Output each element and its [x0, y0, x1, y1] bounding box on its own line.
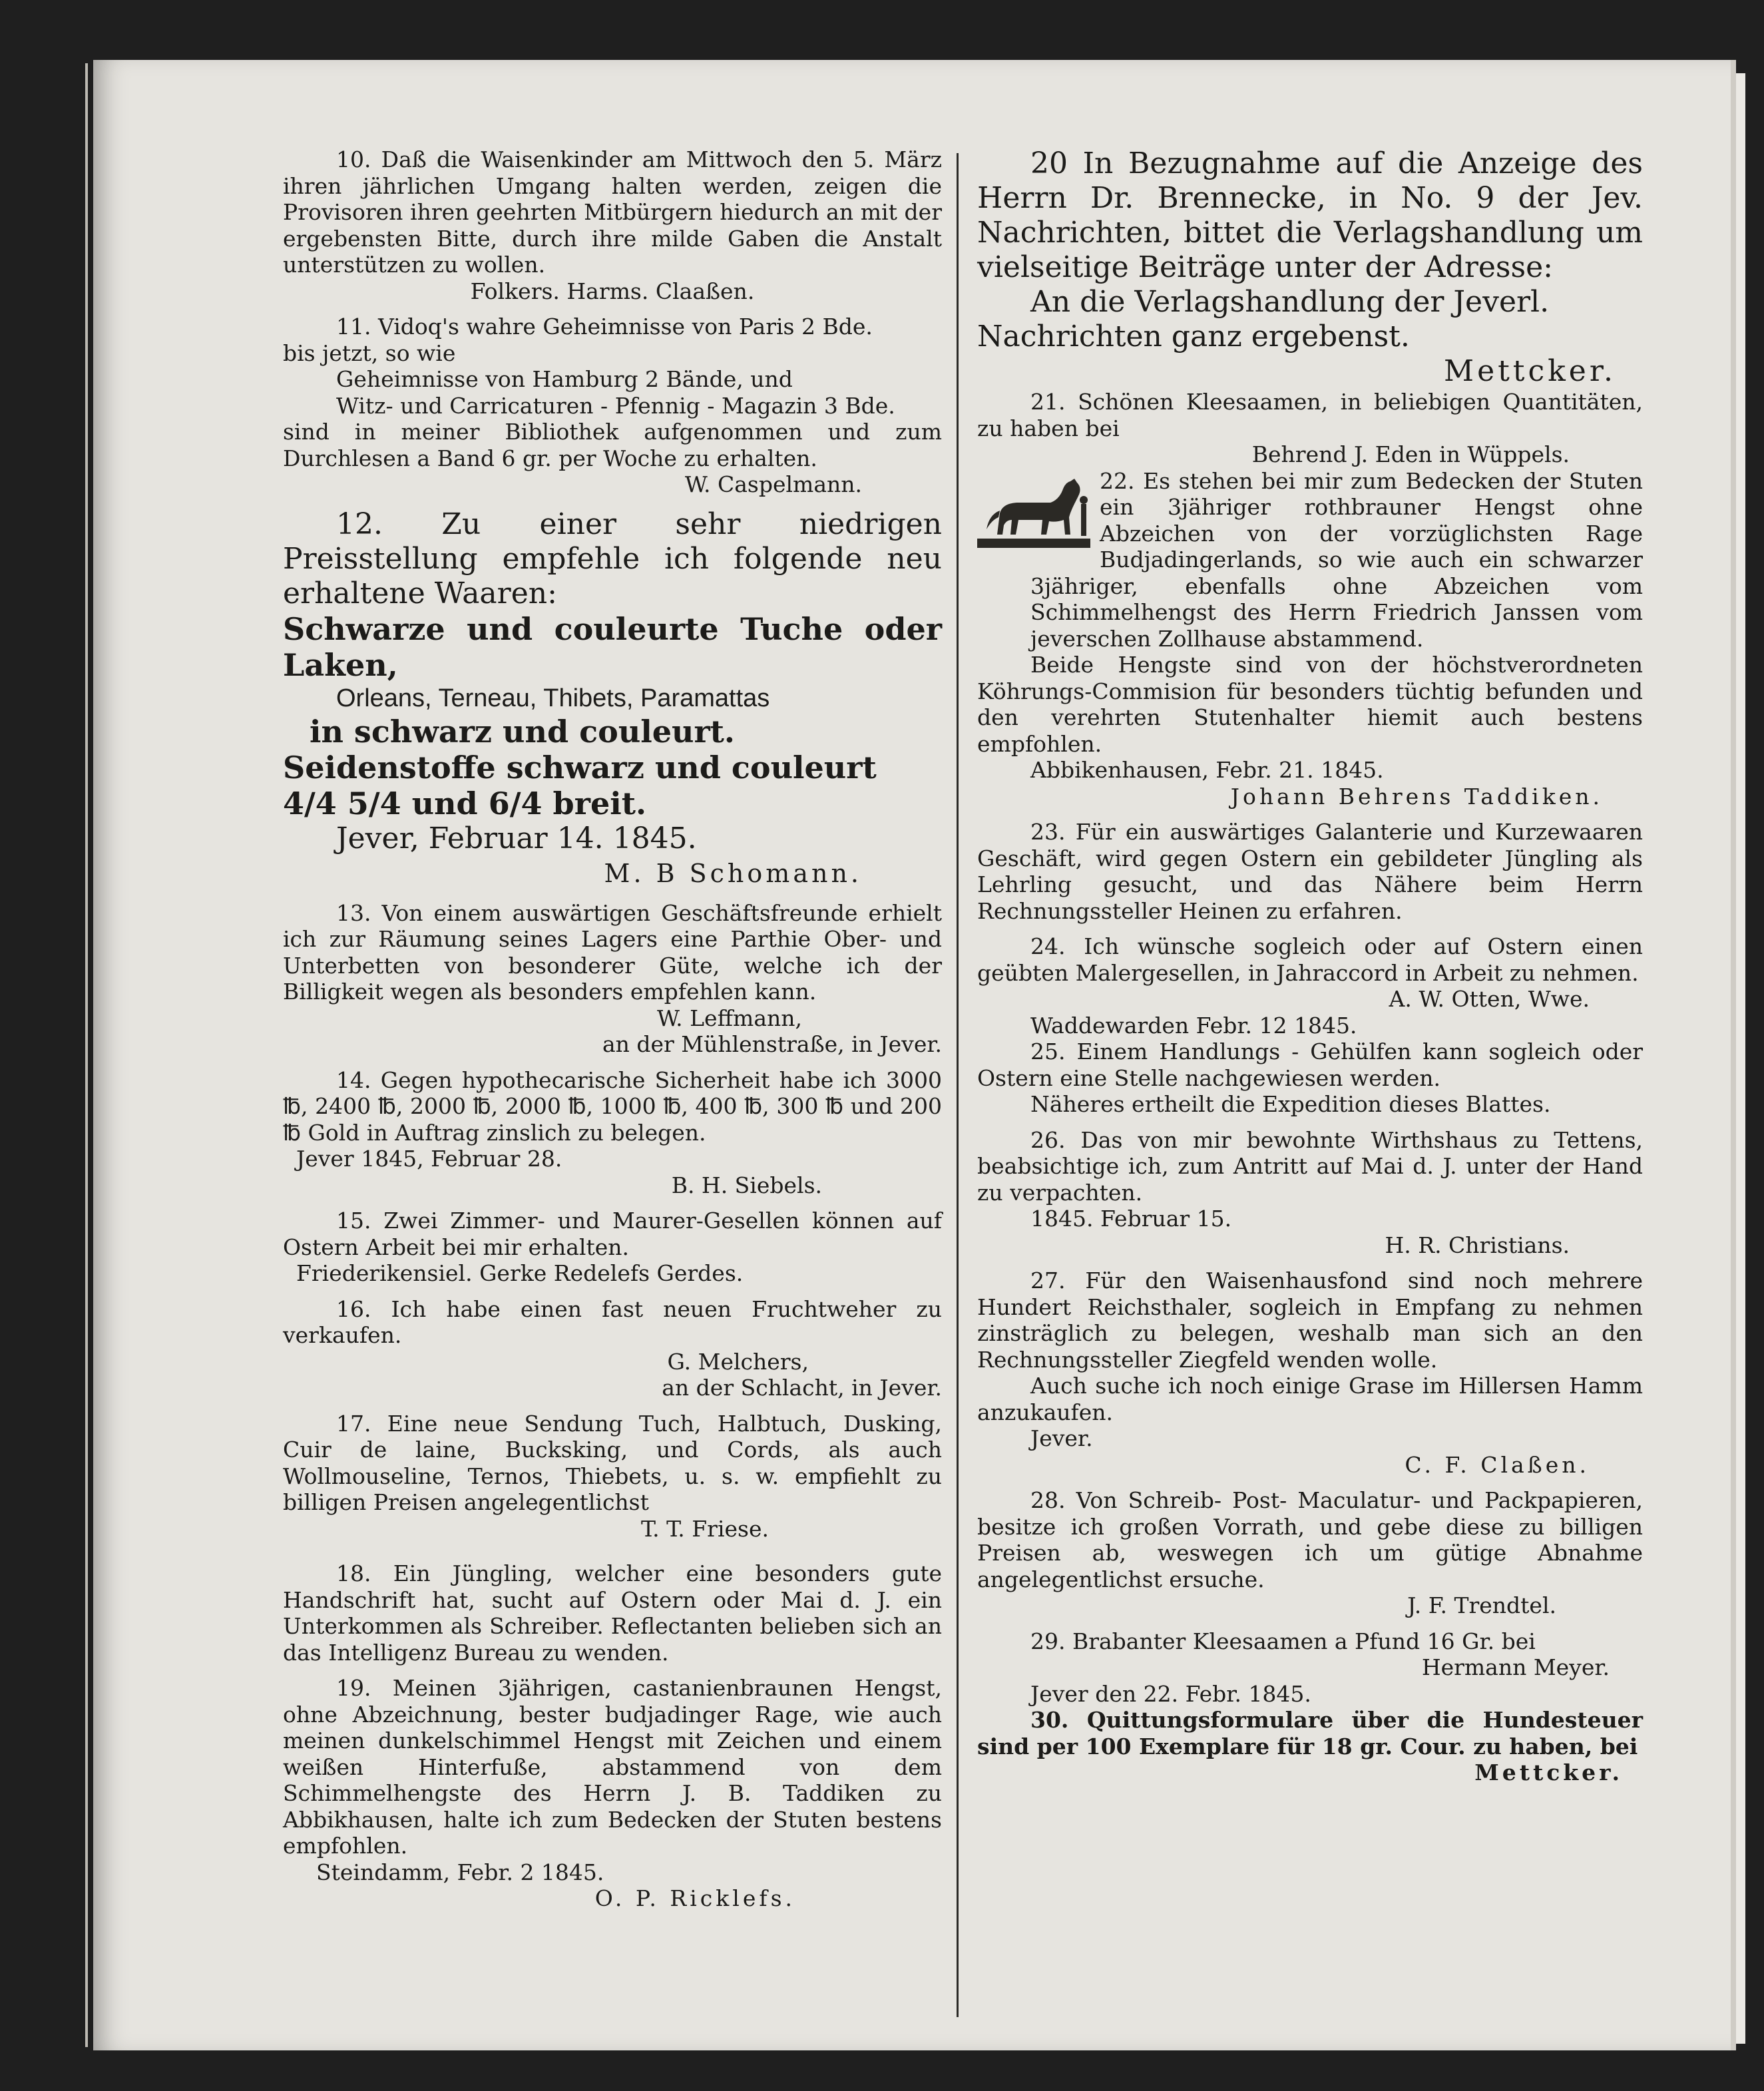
horse-icon: [977, 473, 1090, 553]
notice-27-signature: C. F. Claßen.: [1405, 1451, 1590, 1478]
notice-19: 19. Meinen 3jährigen, castanienbraunen Hengst, ohne Abzeichnung, bester budjadinger Rage, wie auch meinen dunkelschimmel Hengst mit Zeichen und einem weißen Hinterfuße, abstammend von dem Schimmelhengste des Herrn J. B. Taddiken zu Abbikhausen, halte ich zum Bedecken der Stuten bestens empfohlen.: [283, 1675, 942, 1859]
notice-14: 14. Gegen hypothecarische Sicherheit habe ich 3000 ℔, 2400 ℔, 2000 ℔, 2000 ℔, 1000 ℔, 400 ℔, 300 ℔ und 200 ℔ Gold in Auftrag zinslich zu belegen.: [283, 1066, 942, 1146]
notice-21: 21. Schönen Kleesaamen, in beliebigen Quantitäten, zu haben bei: [977, 389, 1643, 441]
notice-25: 25. Einem Handlungs - Gehülfen kann sogleich oder Ostern eine Stelle nachgewiesen werden.: [977, 1039, 1643, 1091]
notice-14-signature: B. H. Siebels.: [671, 1172, 822, 1198]
notice-29: 29. Brabanter Kleesaamen a Pfund 16 Gr. bei: [1030, 1628, 1536, 1654]
notice-21-signature: Behrend J. Eden in Wüppels.: [1251, 441, 1570, 467]
notice-13-address: an der Mühlenstraße, in Jever.: [602, 1031, 942, 1057]
notice-12-signature: M. B Schomann.: [604, 858, 862, 888]
notice-29-signature: Hermann Meyer.: [1421, 1654, 1610, 1680]
notice-13-signature: W. Leffmann,: [657, 1005, 802, 1031]
notice-27-date: Jever.: [1030, 1425, 1093, 1451]
notice-12-date: Jever, Februar 14. 1845.: [336, 821, 697, 855]
notice-11-line: Witz- und Carricaturen - Pfennig - Magazin 3 Bde.: [336, 392, 895, 419]
notice-16-signature: G. Melchers,: [667, 1348, 809, 1375]
notice-12-heading: 12. Zu einer sehr niedrigen Preisstellung empfehle ich folgende neu erhaltene Waaren:: [283, 507, 942, 610]
notice-20-address: Nachrichten ganz ergebenst.: [977, 320, 1410, 353]
left-column: [283, 146, 942, 1912]
notice-12-line: Schwarze und couleurte Tuche oder Laken,: [283, 610, 942, 683]
column-divider: [957, 153, 959, 2017]
notice-11-signature: W. Caspelmann.: [684, 471, 862, 497]
notice-12-line: in schwarz und couleurt.: [310, 713, 735, 750]
notice-12-line: 4/4 5/4 und 6/4 breit.: [283, 785, 646, 821]
notice-11-line: bis jetzt, so wie: [283, 340, 456, 366]
page-edge: [85, 63, 88, 2047]
notice-14-date: Jever 1845, Februar 28.: [296, 1146, 562, 1172]
notice-17: 17. Eine neue Sendung Tuch, Halbtuch, Dusking, Cuir de laine, Bucksking, und Cords, als auch Wollmouseline, Ternos, Thiebets, u. s. w. empfiehlt zu billigen Preisen angelegentlichst: [283, 1410, 942, 1515]
notice-22-text: Beide Hengste sind von der höchstverordneten Köhrungs-Commision für besonders tüchtig befunden und den verehrten Stutenhalter hiemit auch bestens empfohlen.: [977, 652, 1643, 757]
notice-15: 15. Zwei Zimmer- und Maurer-Gesellen können auf Ostern Arbeit bei mir erhalten.: [283, 1208, 942, 1260]
notice-29-date: Jever den 22. Febr. 1845.: [1030, 1680, 1311, 1707]
notice-26: 26. Das von mir bewohnte Wirthshaus zu Tettens, beabsichtige ich, zum Antritt auf Mai d. J. unter der Hand zu verpachten.: [977, 1126, 1643, 1206]
notice-28: 28. Von Schreib- Post- Maculatur- und Packpapieren, besitze ich großen Vorrath, und gebe diese zu billigen Preisen ab, weswegen ich um gütige Abnahme angelegentlichst ersuche.: [977, 1487, 1643, 1592]
notice-22: [977, 468, 1643, 652]
notice-17-signature: T. T. Friese.: [641, 1515, 769, 1542]
notice-15-signature: Friederikensiel. Gerke Redelefs Gerdes.: [296, 1260, 744, 1286]
notice-20: 20 In Bezugnahme auf die Anzeige des Herrn Dr. Brennecke, in No. 9 der Jev. Nachrichten, bittet die Verlagshandlung um vielseitige Beiträge unter der Adresse:: [977, 146, 1643, 284]
notice-26-date: 1845. Februar 15.: [1030, 1206, 1232, 1232]
notice-20-address: An die Verlagshandlung der Jeverl.: [1030, 285, 1550, 319]
notice-19-signature: O. P. Ricklefs.: [594, 1885, 795, 1911]
notice-28-signature: J. F. Trendtel.: [1407, 1592, 1556, 1618]
notice-27-text: Auch suche ich noch einige Grase im Hillersen Hamm anzukaufen.: [977, 1373, 1643, 1425]
notice-27: 27. Für den Waisenhausfond sind noch mehrere Hundert Reichsthaler, sogleich in Empfang zu nehmen zinsträglich zu belegen, weshalb man sich an den Rechnungssteller Ziegfeld wenden wolle.: [977, 1268, 1643, 1373]
notice-22-text: 22. Es stehen bei mir zum Bedecken der Stuten ein 3jähriger rothbrauner Hengst ohne Abzeichen von der vorzüglichsten Rage Budjadingerlands, so wie auch ein schwarzer 3jähriger, ebenfalls ohne Abzeichen vom Schimmelhengst des Herrn Friedrich Janssen vom jeverschen Zollhause abstammend.: [1030, 467, 1643, 652]
notice-12-line: Orleans, Terneau, Thibets, Paramattas: [336, 684, 770, 712]
notice-13: 13. Von einem auswärtigen Geschäftsfreunde erhielt ich zur Räumung seines Lagers eine Parthie Ober- und Unterbetten von besonderer Güte, welche ich der Billigkeit wegen als besonders empfehlen kann.: [283, 899, 942, 1005]
notice-24: 24. Ich wünsche sogleich oder auf Ostern einen geübten Malergesellen, in Jahraccord in Arbeit zu nehmen.: [977, 933, 1643, 986]
right-column: [977, 146, 1643, 1786]
notice-30: 30. Quittungsformulare über die Hundesteuer sind per 100 Exemplare für 18 gr. Cour. zu haben, bei: [977, 1707, 1643, 1759]
notice-11-line: Geheimnisse von Hamburg 2 Bände, und: [336, 366, 793, 392]
notice-19-date: Steindamm, Febr. 2 1845.: [316, 1859, 604, 1885]
notice-22-date: Abbikenhausen, Febr. 21. 1845.: [1030, 757, 1384, 783]
notice-26-signature: H. R. Christians.: [1385, 1232, 1570, 1258]
notice-23: 23. Für ein auswärtiges Galanterie und Kurzewaaren Geschäft, wird gegen Ostern ein gebildeter Jüngling als Lehrling gesucht, und das Nähere beim Herrn Rechnungssteller Heinen zu erfahren.: [977, 819, 1643, 924]
notice-24-signature: A. W. Otten, Wwe.: [1389, 986, 1590, 1012]
notice-30-signature: Mettcker.: [1474, 1759, 1623, 1785]
notice-10: 10. Daß die Waisenkinder am Mittwoch den 5. März ihren jährlichen Umgang halten werden, zeigen die Provisoren ihren geehrten Mitbürgern hiedurch an mit der ergebensten Bitte, durch ihre milde Gaben die Anstalt unterstützen zu wollen.: [283, 146, 942, 278]
notice-18: 18. Ein Jüngling, welcher eine besonders gute Handschrift hat, sucht auf Ostern oder Mai d. J. ein Unterkommen als Schreiber. Reflectanten belieben sich an das Intelligenz Bureau zu wenden.: [283, 1560, 942, 1666]
notice-12-line: Seidenstoffe schwarz und couleurt: [283, 749, 877, 786]
notice-11-line: sind in meiner Bibliothek aufgenommen und zum Durchlesen a Band 6 gr. per Woche zu erhalten.: [283, 419, 942, 471]
notice-22-signature: Johann Behrens Taddiken.: [1230, 783, 1603, 810]
notice-10-signature: Folkers. Harms. Claaßen.: [470, 278, 755, 304]
notice-25-note: Näheres ertheilt die Expedition dieses Blattes.: [1030, 1091, 1551, 1117]
notice-20-signature: Mettcker.: [1444, 354, 1616, 388]
notice-24-date: Waddewarden Febr. 12 1845.: [1030, 1012, 1357, 1039]
notice-16-address: an der Schlacht, in Jever.: [662, 1375, 942, 1401]
notice-11-line: 11. Vidoq's wahre Geheimnisse von Paris 2 Bde.: [336, 314, 873, 340]
notice-16: 16. Ich habe einen fast neuen Fruchtweher zu verkaufen.: [283, 1295, 942, 1348]
